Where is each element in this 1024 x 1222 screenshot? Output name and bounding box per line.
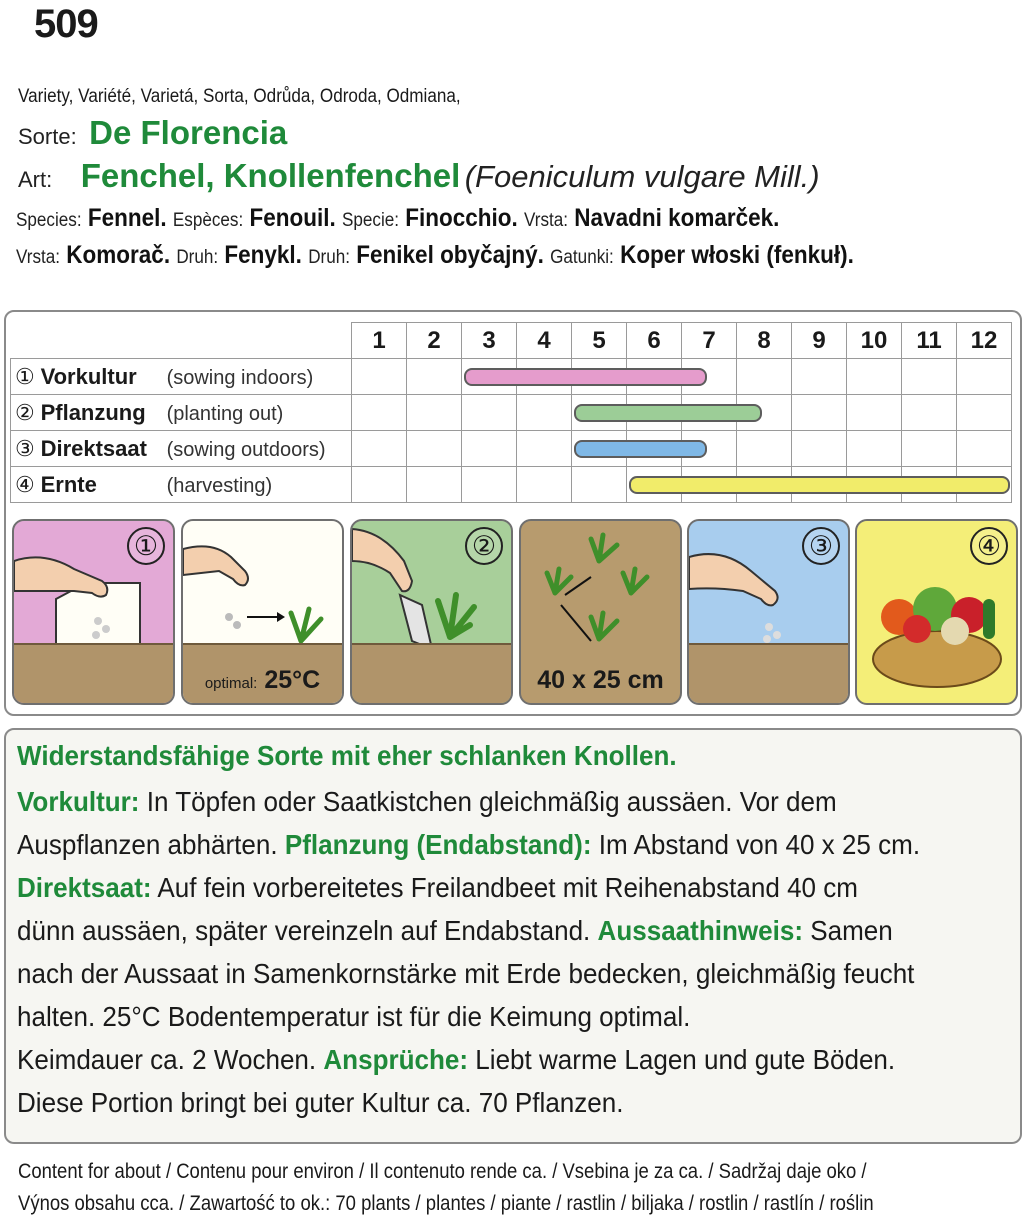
- species-translation: Komorač.: [66, 241, 171, 269]
- month-label: 11: [902, 323, 957, 359]
- step-name: Vorkultur: [40, 363, 137, 389]
- temperature-value: 25°C: [264, 666, 321, 694]
- species-translation: Fenouil.: [249, 204, 336, 232]
- temperature-note: [183, 666, 342, 695]
- step-translation: (sowing outdoors): [166, 438, 326, 461]
- art-label: Art:: [18, 167, 53, 192]
- soil: [352, 643, 511, 703]
- row-label: [11, 359, 352, 395]
- month-label: 1: [352, 323, 407, 359]
- row-label: [11, 395, 352, 431]
- text-line: [17, 829, 920, 861]
- optimal-label: optimal:: [204, 675, 258, 692]
- step-number: ②: [15, 399, 35, 425]
- sorte-label: Sorte:: [18, 124, 77, 149]
- species-lang-label: Gatunki:: [550, 247, 614, 268]
- text-body: dünn aussäen, später vereinzeln auf Endabstand.: [17, 915, 598, 946]
- text-line: [17, 915, 893, 947]
- species-translation: Fenikel obyčajný.: [356, 241, 544, 269]
- latin-name: (Foeniculum vulgare Mill.): [464, 159, 820, 194]
- step-name: Ernte: [40, 471, 97, 497]
- variety-line: Variety, Variété, Varietá, Sorta, Odrůda, Odroda, Odmiana,: [18, 86, 461, 107]
- species-line-1: [16, 204, 779, 233]
- calendar-corner: [11, 323, 352, 359]
- panel-sowing-outdoors: [687, 519, 850, 705]
- section-heading: Direktsaat:: [17, 872, 152, 903]
- art-row: [18, 157, 820, 195]
- sorte-row: [18, 114, 287, 152]
- step-number: ①: [15, 363, 35, 389]
- row-label: [11, 467, 352, 503]
- month-label: 12: [957, 323, 1012, 359]
- step-2-badge: ②: [465, 527, 503, 565]
- step-name: Direktsaat: [40, 435, 147, 461]
- month-label: 10: [847, 323, 902, 359]
- variety-name: De Florencia: [89, 114, 288, 151]
- step-1-badge: ①: [127, 527, 165, 565]
- species-line-2: [16, 241, 854, 270]
- step-translation: (planting out): [166, 402, 284, 425]
- section-heading: Vorkultur:: [17, 786, 140, 817]
- text-line: [17, 1044, 895, 1076]
- text-line: [17, 786, 837, 818]
- calendar-row-pflanzung: [11, 395, 1012, 431]
- month-label: 3: [462, 323, 517, 359]
- text-line: halten. 25°C Bodentemperatur ist für die Keimung optimal.: [17, 1001, 691, 1032]
- month-label: 7: [682, 323, 737, 359]
- calendar-header-row: [11, 323, 1012, 359]
- panel-spacing: [519, 519, 682, 705]
- section-heading: Pflanzung (Endabstand):: [284, 829, 592, 860]
- species-name: Fenchel, Knollenfenchel: [80, 157, 461, 194]
- text-body: Auf fein vorbereitetes Freilandbeet mit Reihenabstand 40 cm: [151, 872, 858, 903]
- species-translation: Fennel.: [87, 204, 167, 232]
- footer-line-2: Výnos obsahu cca. / Zawartość to ok.: 70 plants / plantes / piante / rastlin / biljaka / rostlin / rastlín / roślin: [18, 1192, 874, 1215]
- spacing-value: 40 x 25 cm: [537, 666, 664, 694]
- panel-germination: [181, 519, 344, 705]
- text-body: Keimdauer ca. 2 Wochen.: [17, 1044, 324, 1075]
- species-translation: Finocchio.: [405, 204, 518, 232]
- headline: Widerstandsfähige Sorte mit eher schlanken Knollen.: [17, 740, 677, 771]
- step-name: Pflanzung: [40, 399, 146, 425]
- text-body: Auspflanzen abhärten.: [17, 829, 285, 860]
- text-body: Im Abstand von 40 x 25 cm.: [591, 829, 921, 860]
- text-line: Diese Portion bringt bei guter Kultur ca. 70 Pflanzen.: [17, 1087, 624, 1118]
- text-line: nach der Aussaat in Samenkornstärke mit Erde bedecken, gleichmäßig feucht: [17, 958, 915, 989]
- text-line: [17, 872, 858, 904]
- step-3-badge: ③: [802, 527, 840, 565]
- month-label: 2: [407, 323, 462, 359]
- species-lang-label: Specie:: [341, 210, 400, 231]
- section-heading: Ansprüche:: [323, 1044, 469, 1075]
- panel-planting-out: [350, 519, 513, 705]
- month-label: 4: [517, 323, 572, 359]
- step-4-badge: ④: [970, 527, 1008, 565]
- species-lang-label: Druh:: [308, 247, 351, 268]
- product-number: 509: [34, 2, 98, 46]
- species-lang-label: Vrsta:: [16, 247, 61, 268]
- month-label: 8: [737, 323, 792, 359]
- species-lang-label: Vrsta:: [524, 210, 569, 231]
- text-body: In Töpfen oder Saatkistchen gleichmäßig aussäen. Vor dem: [139, 786, 837, 817]
- step-translation: (sowing indoors): [166, 366, 314, 389]
- month-label: 5: [572, 323, 627, 359]
- calendar-bar: [629, 476, 1010, 494]
- species-lang-label: Espèces:: [172, 210, 244, 231]
- step-number: ③: [15, 435, 35, 461]
- footer-line-1: Content for about / Contenu pour environ / Il contenuto rende ca. / Vsebina je za ca. / Sadržaj daje oko /: [18, 1160, 867, 1183]
- calendar-row-direktsaat: [11, 431, 1012, 467]
- species-translation: Navadni komarček.: [574, 204, 780, 232]
- month-label: 6: [627, 323, 682, 359]
- row-label: [11, 431, 352, 467]
- species-lang-label: Species:: [16, 210, 82, 231]
- species-translation: Fenykl.: [224, 241, 302, 269]
- soil: [689, 643, 848, 703]
- species-translation: Koper włoski (fenkuł).: [620, 241, 854, 269]
- calendar-bar: [574, 404, 763, 422]
- month-label: 9: [792, 323, 847, 359]
- calendar-bar: [464, 368, 708, 386]
- panel-sowing-indoors: [12, 519, 175, 705]
- soil: [14, 643, 173, 703]
- step-number: ④: [15, 471, 35, 497]
- species-lang-label: Druh:: [176, 247, 219, 268]
- panel-harvest: [855, 519, 1018, 705]
- section-heading: Aussaathinweis:: [597, 915, 804, 946]
- step-translation: (harvesting): [166, 474, 273, 497]
- calendar-bar: [574, 440, 708, 458]
- text-body: Samen: [803, 915, 893, 946]
- text-body: Liebt warme Lagen und gute Böden.: [468, 1044, 896, 1075]
